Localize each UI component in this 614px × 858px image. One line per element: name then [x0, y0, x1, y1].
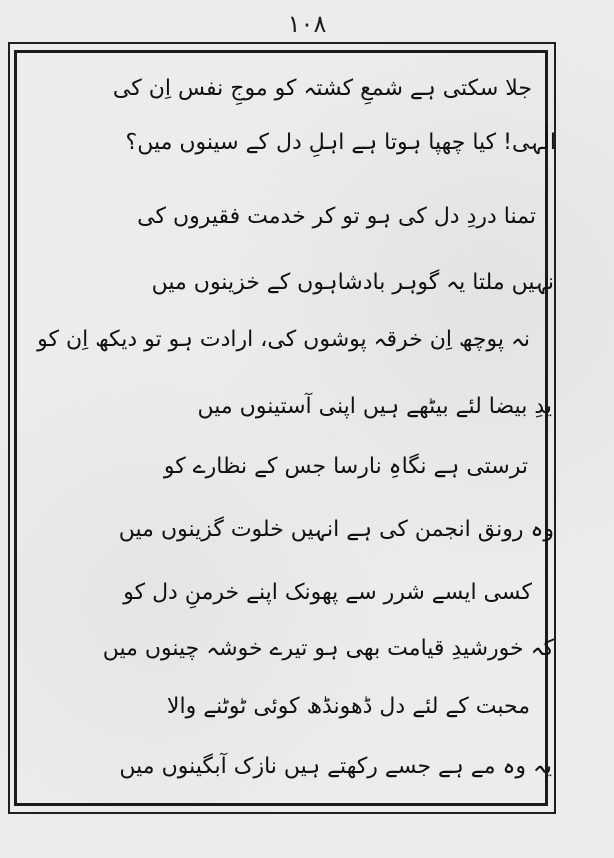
verse-line-12: یہ وہ مے ہے جسے رکھتے ہیں نازک آبگینوں میں [119, 754, 552, 779]
verse-line-9: کسی ایسے شرر سے پھونک اپنے خرمنِ دل کو [123, 580, 532, 605]
verse-line-8: وہ رونق انجمن کی ہے انہیں خلوت گزینوں میں [118, 517, 554, 542]
verse-line-11: محبت کے لئے دل ڈھونڈھ کوئی ٹوٹنے والا [166, 694, 530, 719]
page-number: ۱۰۸ [287, 10, 327, 38]
verse-line-2: الٰہی! کیا چھپا ہوتا ہے اہلِ دل کے سینوں میں؟ [125, 130, 556, 155]
verse-line-1: جلا سکتی ہے شمعِ کشتہ کو موجِ نفس اِن کی [112, 76, 532, 101]
verse-line-3: تمنا دردِ دل کی ہو تو کر خدمت فقیروں کی [137, 204, 536, 229]
verse-line-5: نہ پوچھ اِن خرقہ پوشوں کی، ارادت ہو تو دیکھ اِن کو [37, 327, 530, 352]
verse-line-6: یدِ بیضا لئے بیٹھے ہیں اپنی آستینوں میں [197, 394, 552, 419]
verse-line-4: نہیں ملتا یہ گوہر بادشاہوں کے خزینوں میں [151, 270, 554, 295]
verse-line-10: کہ خورشیدِ قیامت بھی ہو تیرے خوشہ چینوں میں [102, 636, 554, 661]
verse-line-7: ترستی ہے نگاہِ نارسا جس کے نظارے کو [163, 454, 528, 479]
